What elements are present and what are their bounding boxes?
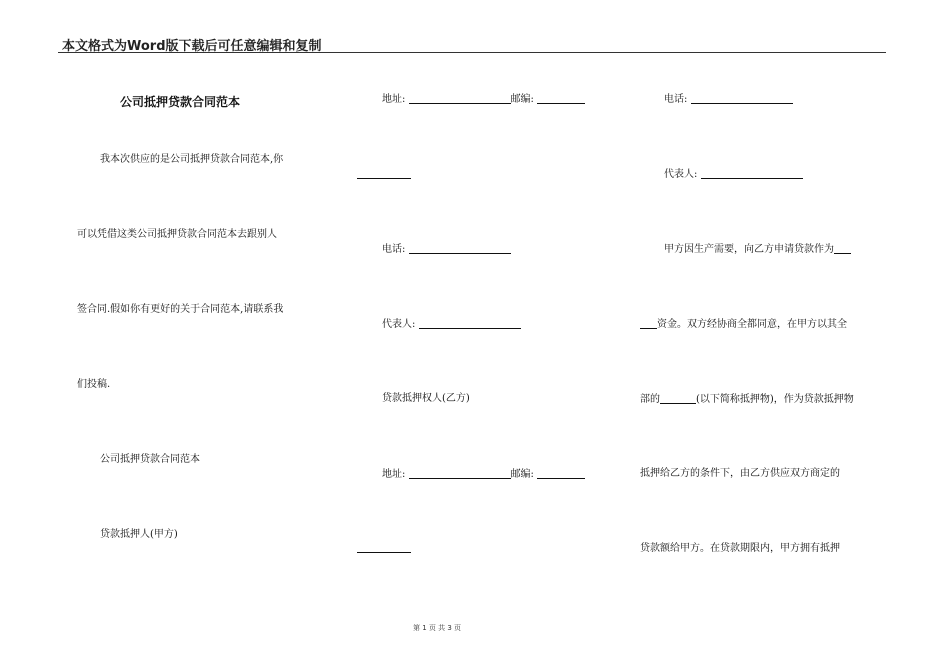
body-text: (以下简称抵押物)，作为贷款抵押物 <box>696 394 854 405</box>
body-line-2 <box>640 318 847 331</box>
representative-label: 代表人: <box>664 169 698 180</box>
address-label: 地址: <box>382 94 406 105</box>
address-label: 地址: <box>382 469 406 480</box>
postcode-label: 邮编: <box>510 469 534 480</box>
party-b-address-row <box>382 468 585 481</box>
phone-label: 电话: <box>382 244 406 255</box>
party-a-label: 贷款抵押人(甲方) <box>100 529 178 540</box>
body-text: 资金。双方经协商全都同意，在甲方以其全 <box>657 319 847 330</box>
postcode-blank <box>537 93 585 104</box>
phone-label: 电话: <box>664 94 688 105</box>
phone-blank <box>691 93 793 104</box>
purpose-blank <box>834 243 851 254</box>
postcode-label: 邮编: <box>510 94 534 105</box>
purpose-blank <box>640 318 657 329</box>
phone-blank <box>409 243 511 254</box>
body-line-4: 抵押给乙方的条件下，由乙方供应双方商定的 <box>640 468 840 479</box>
continuation-blank <box>357 552 411 553</box>
body-line-3 <box>640 393 854 406</box>
address-blank <box>409 468 511 479</box>
body-line-1 <box>664 243 851 256</box>
header-banner: 本文格式为Word版下载后可任意编辑和复制 <box>62 39 322 54</box>
page-number: 第 1 页 共 3 页 <box>413 624 462 632</box>
representative-blank <box>419 318 521 329</box>
party-a-rep-row <box>382 318 521 331</box>
party-b-label: 贷款抵押权人(乙方) <box>382 393 470 404</box>
party-b-rep-row <box>664 168 803 181</box>
body-line-5: 贷款额给甲方。在贷款期限内，甲方拥有抵押 <box>640 543 840 554</box>
postcode-blank <box>537 468 585 479</box>
representative-blank <box>701 168 803 179</box>
party-b-phone-row <box>664 93 793 106</box>
address-blank <box>409 93 511 104</box>
contract-subtitle: 公司抵押贷款合同范本 <box>100 454 200 465</box>
party-a-phone-row <box>382 243 511 256</box>
intro-line-2: 可以凭借这类公司抵押贷款合同范本去跟别人 <box>77 229 277 240</box>
representative-label: 代表人: <box>382 319 416 330</box>
body-text: 甲方因生产需要，向乙方申请贷款作为 <box>664 244 834 255</box>
intro-line-3: 签合同.假如你有更好的关于合同范本,请联系我 <box>77 304 284 315</box>
document-title: 公司抵押贷款合同范本 <box>120 95 241 109</box>
header-rule <box>58 52 886 53</box>
intro-line-4: 们投稿. <box>77 379 111 390</box>
collateral-blank <box>660 393 696 404</box>
party-a-address-row <box>382 93 585 106</box>
body-text: 部的 <box>640 394 660 405</box>
continuation-blank <box>357 178 411 179</box>
intro-line-1: 我本次供应的是公司抵押贷款合同范本,你 <box>100 154 284 165</box>
